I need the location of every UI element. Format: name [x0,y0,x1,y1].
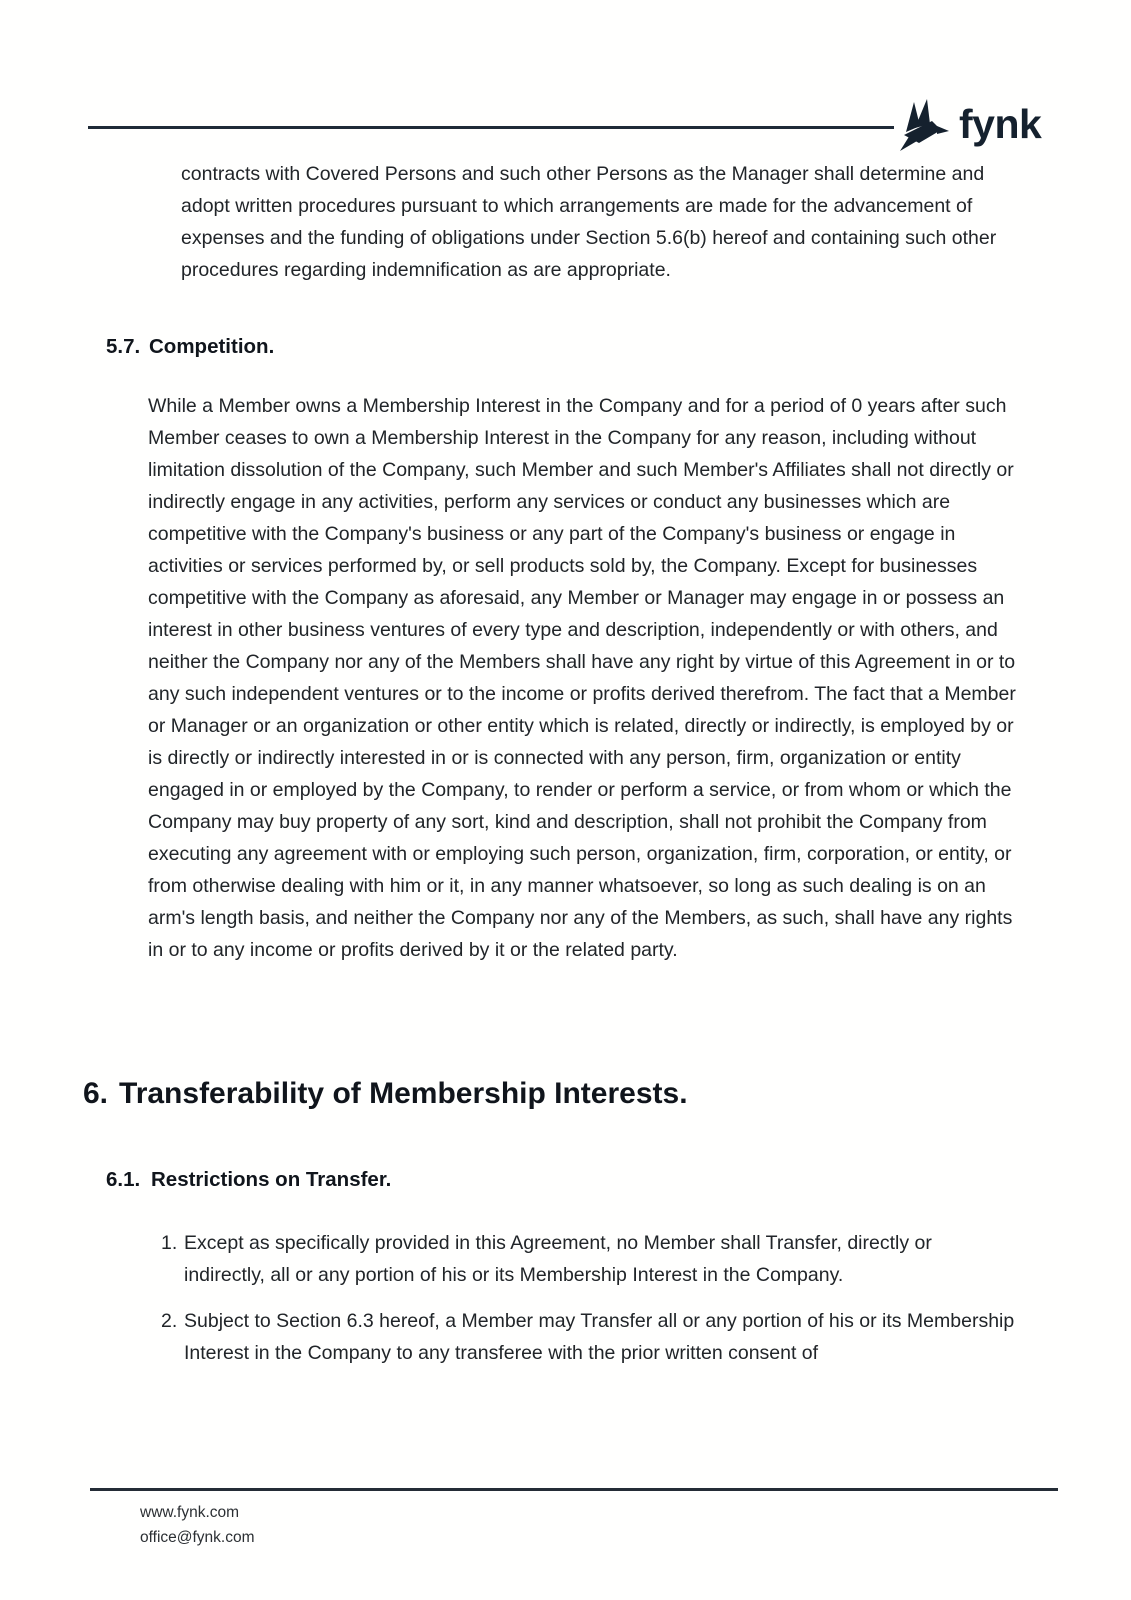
list-item-text: Subject to Section 6.3 hereof, a Member may Transfer all or any portion of his or its Membership Interest in the Company to any transferee with the prior written consent of [184,1310,1015,1364]
section-5-7-title: Competition. [149,335,275,358]
list-item [161,1305,1017,1369]
section-6-title: Transferability of Membership Interests. [119,1077,688,1110]
transfer-restrictions-list [161,1227,1017,1383]
origami-bird-icon [899,98,949,154]
header-divider [88,126,894,129]
fynk-wordmark: fynk [959,100,1042,147]
continuation-paragraph: contracts with Covered Persons and such other Persons as the Manager shall determine and adopt written procedures pursuant to which arrangements are made for the advancement of expenses and the funding of obligations under Section 5.6(b) hereof and containing such other procedures regarding indemnification as are appropriate. [181,163,997,281]
footer [140,1500,255,1550]
section-6-number: 6. [83,1077,109,1110]
list-item [161,1227,1017,1291]
fynk-logo [899,98,1041,154]
section-5-7-number: 5.7. [106,335,141,358]
section-6-heading [83,1074,688,1114]
footer-website: www.fynk.com [140,1504,240,1521]
footer-divider [90,1488,1058,1491]
section-6-1-heading [106,1166,391,1194]
section-6-1-number: 6.1. [106,1168,141,1191]
list-item-text: Except as specifically provided in this Agreement, no Member shall Transfer, directly or indirectly, all or any portion of his or its Membership Interest in the Company. [184,1232,932,1286]
list-item-number: 2. [161,1310,178,1332]
section-5-7-body: While a Member owns a Membership Interest in the Company and for a period of 0 years after such Member ceases to own a Membership Interest in the Company for any reason, including without limitation dissolution of the Company, such Member and such Member's Affiliates shall not directly or indirectly engage in any activities, perform any services or conduct any businesses which are competitive with the Company's business or any part of the Company's business or engage in activities or services performed by, or sell products sold by, the Company. Except for businesses competitive with the Company as aforesaid, any Member or Manager may engage in or possess an interest in other business ventures of every type and description, independently or with others, and neither the Company nor any of the Members shall have any right by virtue of this Agreement in or to any such independent ventures or to the income or profits derived therefrom. The fact that a Member or Manager or an organization or other entity which is related, directly or indirectly, is employed by or is directly or indirectly interested in or is connected with any person, firm, organization or entity engaged in or employed by the Company, to render or perform a service, or from whom or which the Company may buy property of any sort, kind and description, shall not prohibit the Company from executing any agreement with or employing such person, organization, firm, corporation, or entity, or from otherwise dealing with him or it, in any manner whatsoever, so long as such dealing is on an arm's length basis, and neither the Company nor any of the Members, as such, shall have any rights in or to any income or profits derived by it or the related party. [148,395,1016,961]
list-item-number: 1. [161,1232,178,1254]
section-5-7-heading [106,333,274,361]
footer-email: office@fynk.com [140,1529,255,1546]
section-6-1-title: Restrictions on Transfer. [151,1168,392,1191]
